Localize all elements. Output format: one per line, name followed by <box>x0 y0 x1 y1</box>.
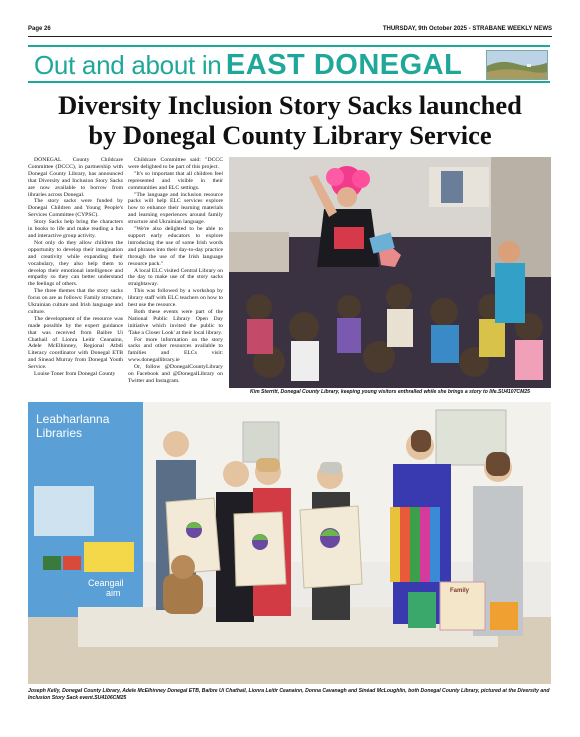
headline-line-2: by Donegal County Library Service <box>88 120 492 150</box>
headline-line-1: Diversity Inclusion Story Sacks launched <box>58 90 522 120</box>
article-column-1 <box>28 157 123 378</box>
article-column-2 <box>128 157 223 385</box>
paragraph: Story Sacks help bring the characters in books to life and make reading a fun and interactive group activity. <box>28 219 123 239</box>
paragraph: For more information on the story sacks and other resources available to families and ELCs visit: www.donegallibrary.ie <box>128 336 223 364</box>
paragraph: The development of the resource was made possible by the expert guidance that was received from Baibre Ui Chathail of Lionra Leitir Ceanainn, Adele McElhinney, Regional Atbdi Literacy coordinator with Donegal ETB and Sinead Murray from Donegal Youth Service. <box>28 315 123 371</box>
dateline: THURSDAY, 9th October 2025 - STRABANE WEEKLY NEWS <box>382 26 552 32</box>
headline <box>28 90 552 150</box>
group-image <box>28 402 551 684</box>
paragraph: This was followed by a workshop by library staff with ELC teachers on how to best use the resource. <box>128 288 223 309</box>
paragraph: The story sacks were funded by Donegal Children and Young People's Services Committee (CYPSC). <box>28 198 123 219</box>
banner-sub-1: Ceangail <box>88 578 124 588</box>
banner-subtext <box>88 578 124 598</box>
paragraph: "It's so important that all children feel represented and visible in their communities and ELC settings. <box>128 170 223 191</box>
photo-caption-2: Joseph Kelly, Donegal County Library, Adele McElhinney Donegal ETB, Baibre Ui Chathail, Lionra Leitir Ceanainn, Donna Cavanagh and Sinéad McLoughlin, both Donegal County Library, pictured at the Diversity and Inclusion Story Sack event.SU4106CM25 <box>28 688 550 701</box>
paragraph: "The language and inclusion resource packs will help ELC services explore how to enhance their learning materials and learning experiences around family structure and Ukrainian language. <box>128 191 223 226</box>
section-place: EAST DONEGAL <box>225 49 463 81</box>
paragraph: A local ELC visited Central Library on the day to make use of the story sacks straightaway. <box>128 267 223 288</box>
banner-line-2: Libraries <box>36 426 83 440</box>
paragraph: Or, follow @DonegalCountyLibrary on Facebook and @DonegalLibrary on Twitter and Instagram. <box>128 364 223 384</box>
library-banner <box>36 412 136 440</box>
paragraph: DONEGAL County Childcare Committee (DCCC), in partnership with Donegal County Library, has announced that Diversity and Inclusion Story Sacks are now available to borrow from libraries across Donegal. <box>28 157 123 198</box>
storytelling-photo <box>229 157 551 388</box>
section-title <box>34 49 462 86</box>
page-header <box>28 26 552 36</box>
banner-sub-2: aim <box>106 588 121 598</box>
storytelling-image <box>229 157 551 388</box>
paragraph: Louise Toner from Donegal County <box>34 371 116 378</box>
group-photo <box>28 402 551 684</box>
paragraph: Not only do they allow children the opportunity to develop their imagination and creativity while expanding their vocabulary, they also help them to develop their emotional intelligence and empathy so they can better understand the feelings of others. <box>28 239 123 288</box>
paragraph: The three themes that the story sacks focus on are as follows: Family structure, Ukrainian culture and Irish language and culture. <box>28 288 123 315</box>
paragraph: "We're also delighted to be able to support early educators to explore introducing the use of some Irish words and phrases into their day-to-day practice through the use of the Irish language resource pack." <box>128 226 223 267</box>
paragraph: Childcare Committee said: "DCCC were delighted to be part of this project. <box>128 157 223 170</box>
photo-caption-1: Kim Sterritt, Donegal County Library, keeping young visitors enthralled while she brings a story to life.SU4107CM25 <box>249 389 531 395</box>
section-band <box>28 45 550 83</box>
section-prefix: Out and about in <box>34 50 222 80</box>
header-rule <box>28 36 552 37</box>
banner-line-1: Leabharlanna <box>36 412 110 426</box>
landscape-thumbnail <box>486 50 548 80</box>
book-title: Family <box>450 588 470 594</box>
page-number: Page 26 <box>28 26 51 32</box>
landscape-image <box>487 51 548 80</box>
paragraph: Both these events were part of the National Public Library Open Day initiative which invited the public to 'Take a Closer Look' at their local library. <box>128 308 223 336</box>
